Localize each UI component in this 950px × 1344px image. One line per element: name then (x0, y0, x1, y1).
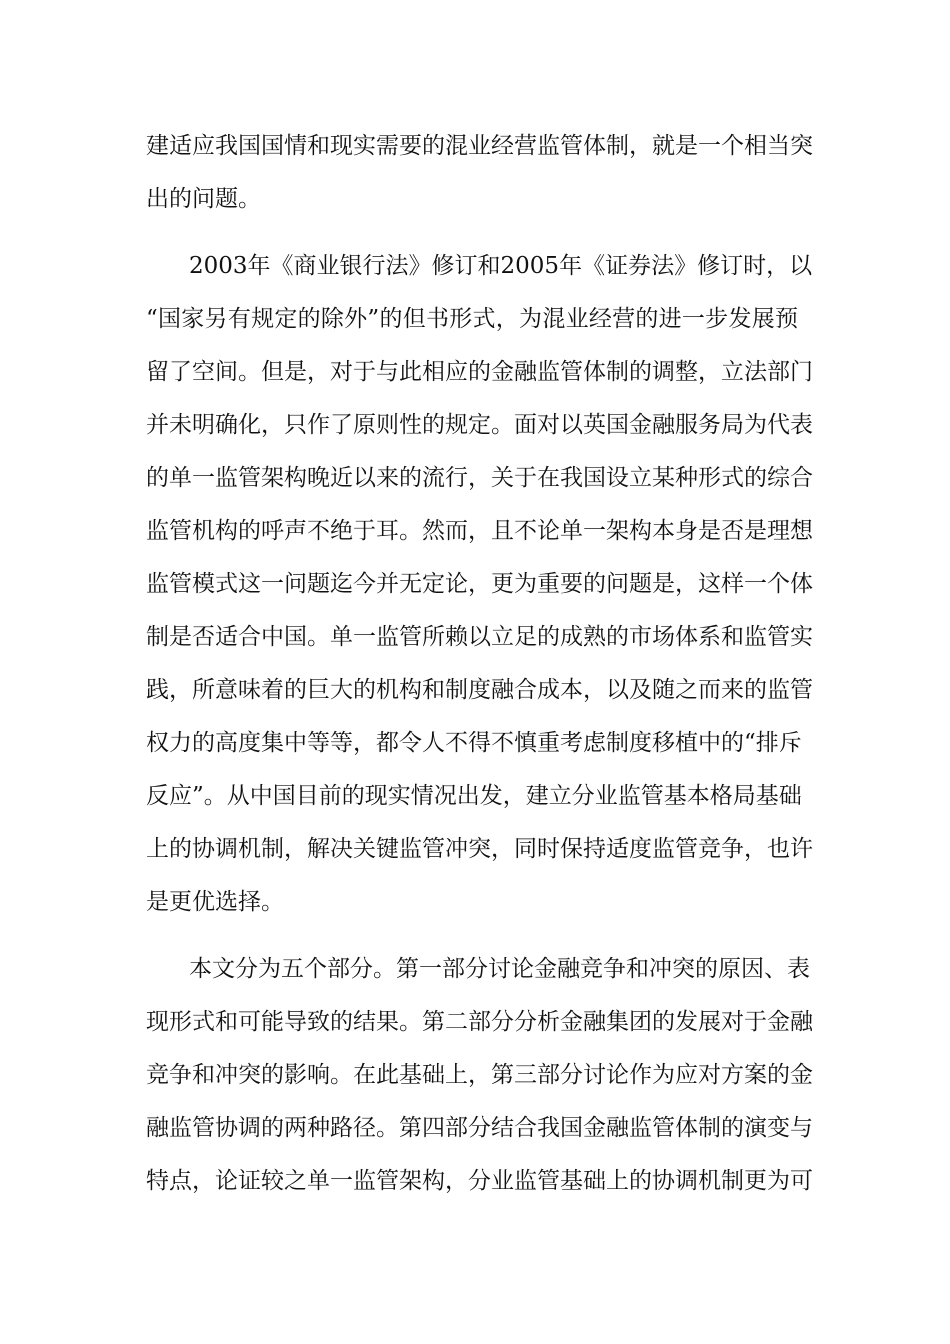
paragraph-2-line-3: 留了空间。但是，对于与此相应的金融监管体制的调整，立法部门 (146, 359, 813, 385)
paragraph-2-line-13: 是更优选择。 (146, 889, 284, 915)
paragraph-1-line-2: 出的问题。 (146, 186, 261, 212)
paragraph-2-line-1: 2003年《商业银行法》修订和2005年《证券法》修订时，以 (189, 253, 813, 279)
paragraph-3-line-5: 特点，论证较之单一监管架构，分业监管基础上的协调机制更为可 (146, 1168, 813, 1194)
paragraph-2-line-11: 反应”。从中国目前的现实情况出发，建立分业监管基本格局基础 (146, 783, 802, 809)
paragraph-2-line-9: 践，所意味着的巨大的机构和制度融合成本，以及随之而来的监管 (146, 677, 813, 703)
paragraph-2-line-8: 制是否适合中国。单一监管所赖以立足的成熟的市场体系和监管实 (146, 624, 813, 650)
paragraph-3-line-1: 本文分为五个部分。第一部分讨论金融竞争和冲突的原因、表 (189, 956, 810, 982)
paragraph-2-line-7: 监管模式这一问题迄今并无定论，更为重要的问题是，这样一个体 (146, 571, 813, 597)
paragraph-2-line-10: 权力的高度集中等等，都令人不得不慎重考虑制度移植中的“排斥 (146, 730, 802, 756)
paragraph-2-line-6: 监管机构的呼声不绝于耳。然而，且不论单一架构本身是否是理想 (146, 518, 813, 544)
paragraph-2-line-12: 上的协调机制，解决关键监管冲突，同时保持适度监管竞争，也许 (146, 836, 813, 862)
paragraph-1-line-1: 建适应我国国情和现实需要的混业经营监管体制，就是一个相当突 (146, 133, 813, 159)
paragraph-2-line-5: 的单一监管架构晚近以来的流行，关于在我国设立某种形式的综合 (146, 465, 813, 491)
paragraph-3-line-3: 竞争和冲突的影响。在此基础上，第三部分讨论作为应对方案的金 (146, 1062, 813, 1088)
paragraph-2-line-4: 并未明确化，只作了原则性的规定。面对以英国金融服务局为代表 (146, 412, 813, 438)
paragraph-2-line-2: “国家另有规定的除外”的但书形式，为混业经营的进一步发展预 (146, 306, 798, 332)
paragraph-3-line-2: 现形式和可能导致的结果。第二部分分析金融集团的发展对于金融 (146, 1009, 813, 1035)
paragraph-3-line-4: 融监管协调的两种路径。第四部分结合我国金融监管体制的演变与 (146, 1115, 813, 1141)
